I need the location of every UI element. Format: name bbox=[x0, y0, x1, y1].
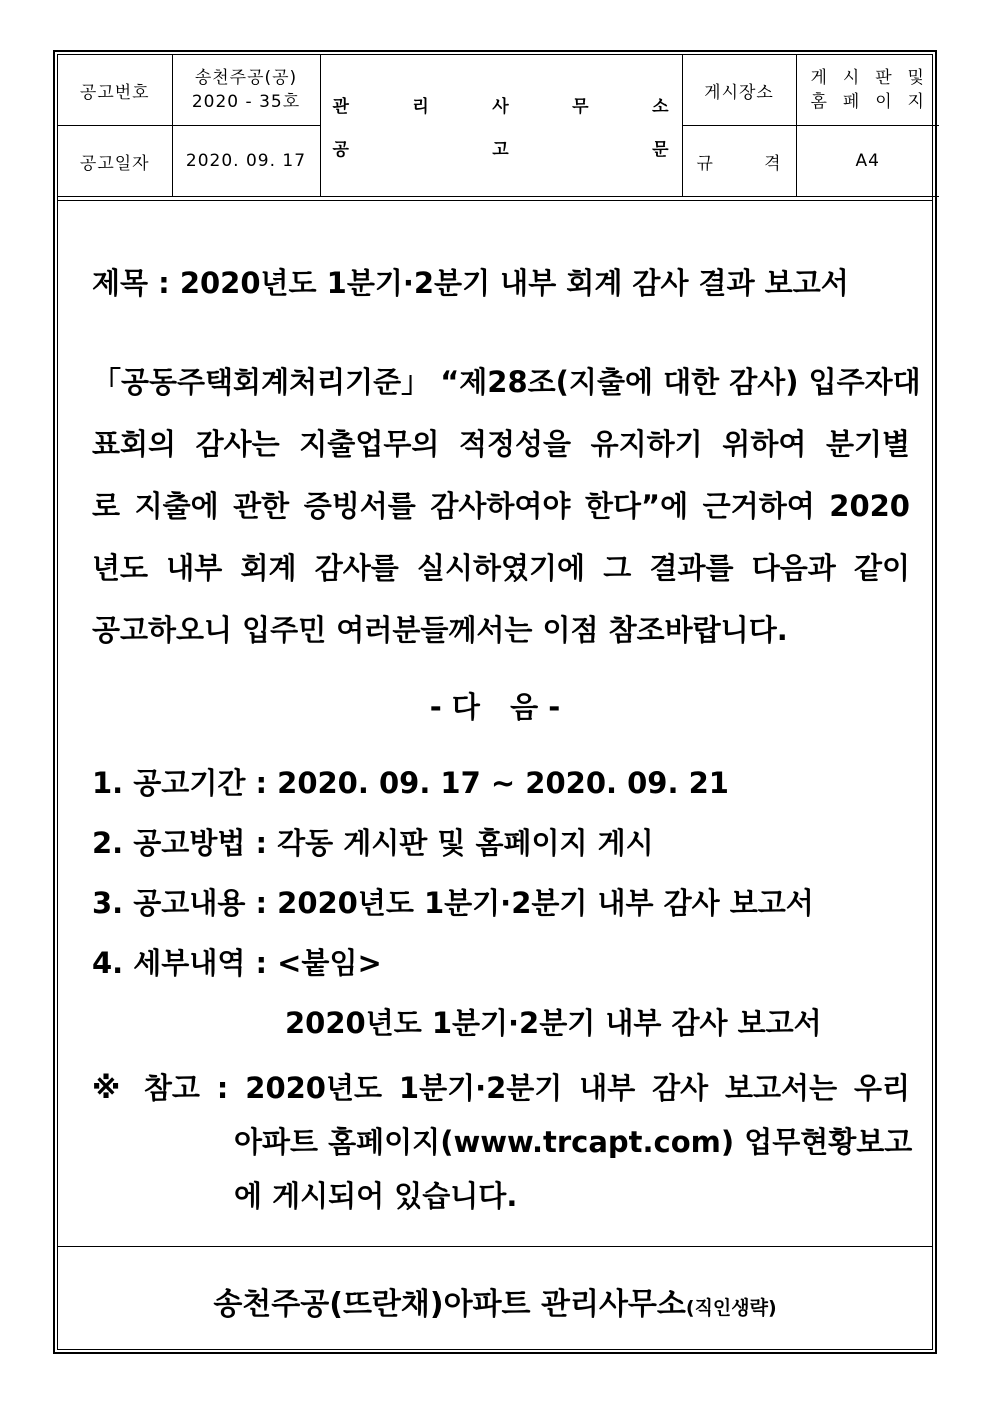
title-char: 무 bbox=[572, 96, 590, 117]
char: 시 bbox=[842, 68, 861, 88]
title-cell bbox=[320, 55, 682, 197]
notice-no-line1: 송천주공(공) bbox=[194, 68, 298, 88]
note-line: 아파트 홈페이지(www.trcapt.com) 업무현황보고 bbox=[234, 1125, 913, 1159]
posting-place-label: 게시장소 bbox=[682, 55, 796, 126]
char: 판 bbox=[875, 68, 893, 88]
char: 홈 bbox=[810, 92, 828, 112]
title-char: 사 bbox=[492, 96, 510, 117]
note-line: ※ 참고 : 2020년도 1분기·2분기 내부 감사 보고서는 우리 bbox=[92, 1071, 910, 1105]
paragraph-line: 년도 내부 회계 감사를 실시하였기에 그 결과를 다음과 같이 bbox=[92, 551, 910, 585]
title-char: 고 bbox=[492, 139, 510, 160]
footer-office-name: 송천주공(뜨란채)아파트 관리사무소 bbox=[213, 1287, 686, 1322]
list-item: 2. 공고방법 : 각동 게시판 및 홈페이지 게시 bbox=[92, 826, 654, 860]
list-item: 1. 공고기간 : 2020. 09. 17 ~ 2020. 09. 21 bbox=[92, 766, 729, 800]
reference-note bbox=[92, 1061, 913, 1223]
list-item: 4. 세부내역 : <붙임> bbox=[92, 946, 382, 980]
posting-place-value bbox=[796, 55, 939, 126]
notice-date-label: 공고일자 bbox=[58, 126, 172, 197]
subject-line: 제목 : 2020년도 1분기·2분기 내부 회계 감사 결과 보고서 bbox=[92, 266, 849, 300]
notice-no-line2: 2020 - 35호 bbox=[191, 92, 301, 112]
title-char: 리 bbox=[412, 96, 430, 117]
paragraph-line: 「공동주택회계처리기준」 “제28조(지출에 대한 감사) 입주자대 bbox=[92, 365, 921, 399]
title-char: 공 bbox=[332, 139, 350, 160]
paragraph-line: 로 지출에 관한 증빙서를 감사하여야 한다”에 근거하여 2020 bbox=[92, 489, 910, 523]
spec-label bbox=[682, 126, 796, 197]
spec-value: A4 bbox=[796, 126, 939, 197]
title-char: 소 bbox=[652, 96, 670, 117]
title-char: 문 bbox=[652, 139, 670, 160]
char: 이 bbox=[875, 92, 893, 112]
main-paragraph bbox=[92, 351, 921, 661]
footer-text bbox=[58, 1279, 932, 1323]
note-line: 에 게시되어 있습니다. bbox=[234, 1179, 518, 1213]
following-heading: - 다 음 - bbox=[429, 690, 561, 724]
spec-label-spread bbox=[683, 149, 796, 174]
notice-inner-frame bbox=[57, 54, 933, 1350]
char: 및 bbox=[907, 68, 925, 88]
notice-date-value: 2020. 09. 17 bbox=[172, 126, 320, 197]
notice-no-value bbox=[172, 55, 320, 126]
header-table bbox=[58, 55, 939, 197]
notice-frame bbox=[53, 50, 937, 1354]
char: 규 bbox=[696, 153, 714, 174]
title-line-2 bbox=[333, 135, 670, 160]
list-item-attachment: 2020년도 1분기·2분기 내부 감사 보고서 bbox=[285, 1006, 822, 1040]
footer-seal-omitted: (직인생략) bbox=[685, 1297, 777, 1319]
char: 격 bbox=[764, 153, 782, 174]
list-item: 3. 공고내용 : 2020년도 1분기·2분기 내부 감사 보고서 bbox=[92, 886, 814, 920]
char: 게 bbox=[810, 68, 828, 88]
paragraph-line: 공고하오니 입주민 여러분들께서는 이점 참조바랍니다. bbox=[92, 613, 788, 647]
notice-body bbox=[58, 200, 932, 1253]
title-char: 관 bbox=[332, 96, 350, 117]
paragraph-line: 표회의 감사는 지출업무의 적정성을 유지하기 위하여 분기별 bbox=[92, 427, 910, 461]
title-line-1 bbox=[333, 92, 670, 117]
posting-place-line1 bbox=[797, 66, 940, 90]
footer bbox=[58, 1246, 932, 1349]
char: 페 bbox=[842, 92, 861, 112]
notice-no-label: 공고번호 bbox=[58, 55, 172, 126]
posting-place-line2 bbox=[797, 90, 940, 114]
char: 지 bbox=[907, 92, 925, 112]
